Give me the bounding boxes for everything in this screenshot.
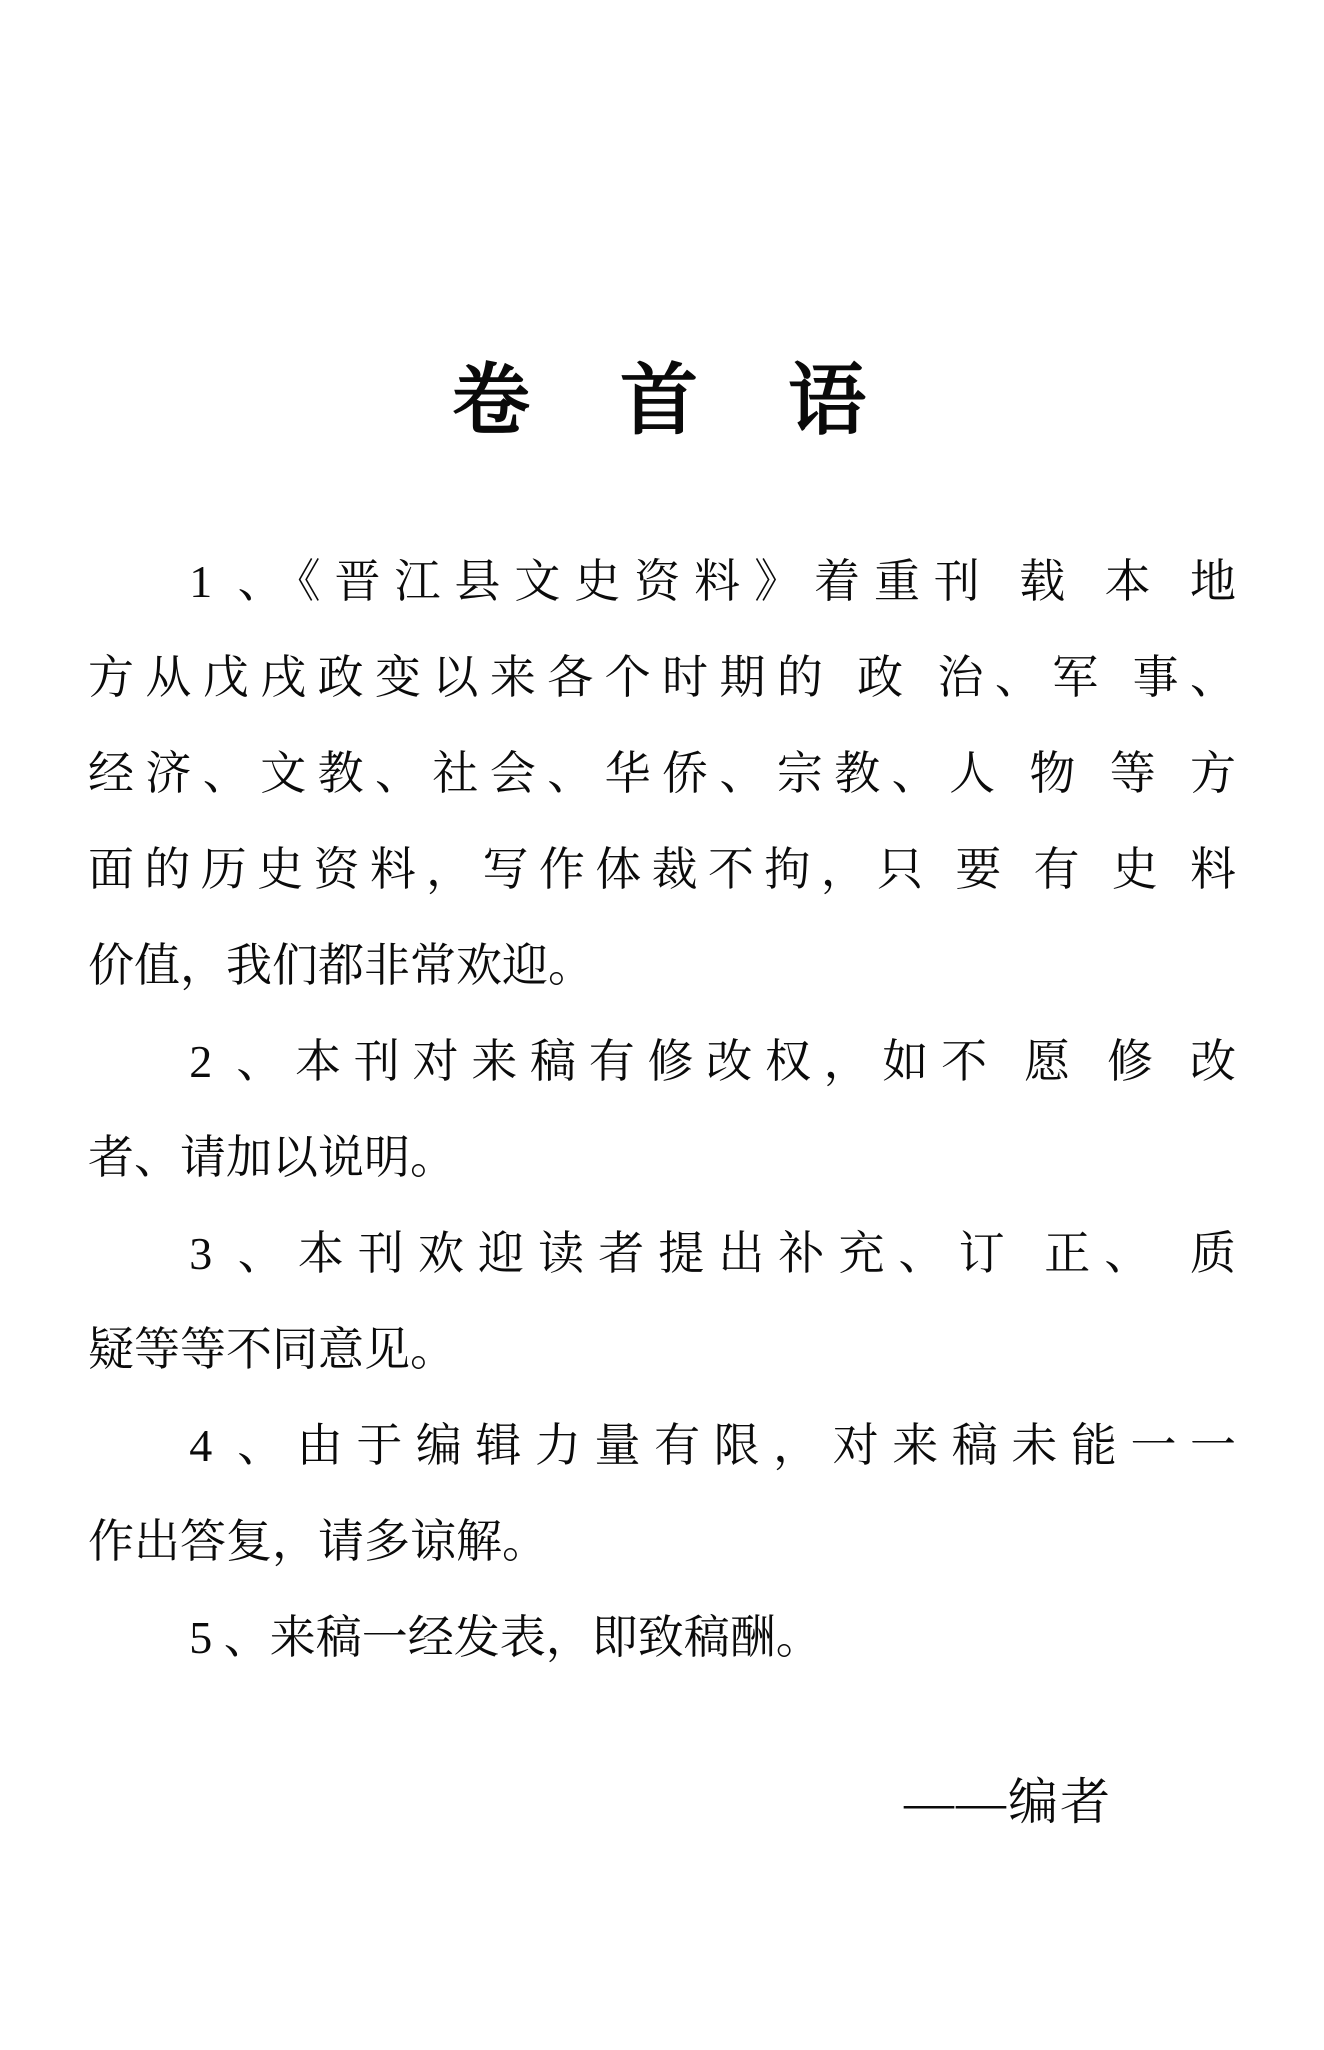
body-line: 面的历史资料，写作体裁不拘，只 要 有 史 料 — [88, 844, 1237, 895]
editor-signature: ——编者 — [904, 1774, 1112, 1830]
body-text — [88, 534, 1236, 1686]
body-line: 者、请加以说明。 — [88, 1132, 456, 1183]
body-line: 作出答复，请多谅解。 — [88, 1516, 548, 1567]
page-title: 卷 首 语 — [451, 357, 872, 444]
body-line: 2 、本刊对来稿有修改权，如不 愿 修 改 — [189, 1036, 1236, 1087]
body-line: 1 、《晋江县文史资料》着重刊 载 本 地 — [189, 556, 1236, 607]
body-line: 方从戊戌政变以来各个时期的 政 治、军 事、 — [88, 652, 1237, 703]
body-line: 4 、由于编辑力量有限，对来稿未能一一 — [189, 1420, 1236, 1471]
body-line: 疑等等不同意见。 — [88, 1324, 456, 1375]
body-line: 3 、本刊欢迎读者提出补充、订 正、 质 — [189, 1228, 1236, 1279]
body-line: 5 、来稿一经发表，即致稿酬。 — [189, 1612, 822, 1663]
body-line: 经济、文教、社会、华侨、宗教、人 物 等 方 — [88, 748, 1237, 799]
body-line: 价值，我们都非常欢迎。 — [88, 940, 594, 991]
